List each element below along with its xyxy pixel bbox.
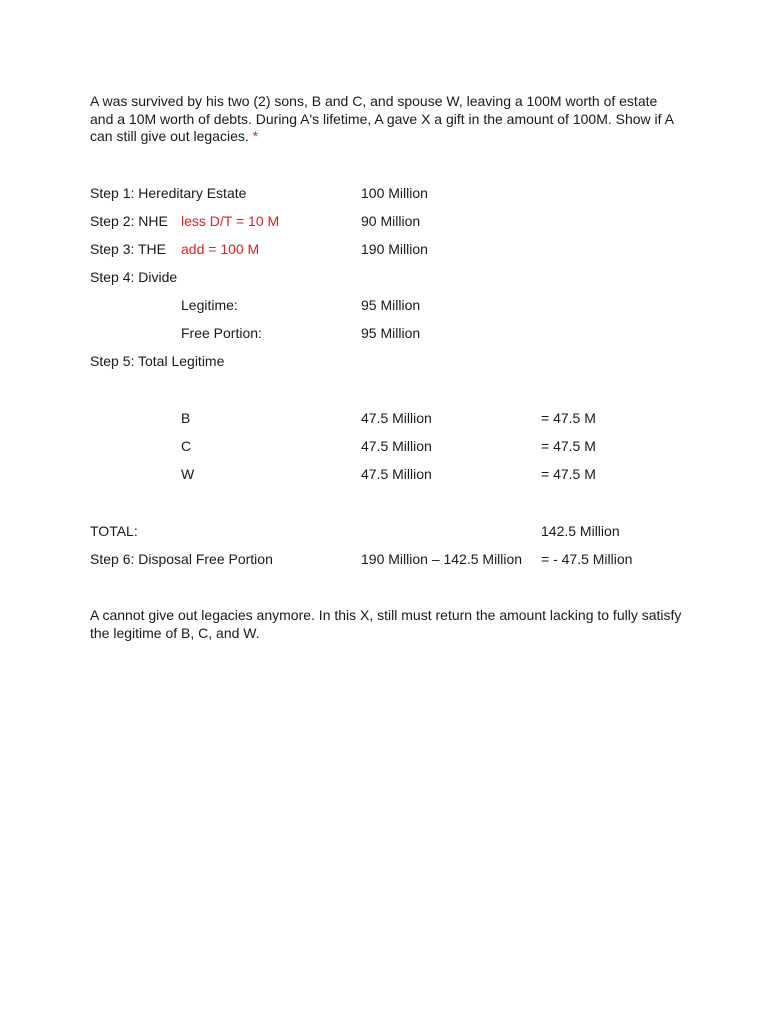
step-6-computation: 190 Million – 142.5 Million (361, 551, 523, 567)
heir-name: W (181, 466, 195, 482)
step-3-label: Step 3: THE (90, 241, 167, 257)
heir-row (90, 465, 690, 483)
step-4-row (90, 268, 690, 286)
step-1-value: 100 Million (361, 185, 428, 201)
step-3-row (90, 240, 690, 258)
step-2-label: Step 2: NHE (90, 213, 168, 229)
step-5-label: Step 5: Total Legitime (90, 353, 225, 369)
step-5-row (90, 352, 690, 370)
step-3-note: add = 100 M (181, 241, 260, 257)
free-portion-value: 95 Million (361, 325, 421, 341)
heir-row (90, 437, 690, 455)
step-6-row (90, 550, 690, 568)
step-6-result: = - 47.5 Million (541, 551, 633, 567)
heir-value: 47.5 Million (361, 466, 432, 482)
legitime-label: Legitime: (181, 297, 238, 313)
step-2-row (90, 212, 690, 230)
required-mark: * (252, 128, 259, 144)
question-body: A was survived by his two (2) sons, B and C, and spouse W, leaving a 100M worth of estate and a 10M worth of debts. During A's lifetime, A gave X a gift in the amount of 100M. Show if A can still give out legacies. (90, 93, 674, 144)
step-3-value: 190 Million (361, 241, 428, 257)
conclusion-text: A cannot give out legacies anymore. In this X, still must return the amount lacking to fully satisfy the legitime of B, C, and W. (90, 607, 682, 641)
step-2-note: less D/T = 10 M (181, 213, 280, 229)
step-2-value: 90 Million (361, 213, 421, 229)
heir-value: 47.5 Million (361, 410, 432, 426)
step-1-label: Step 1: Hereditary Estate (90, 185, 247, 201)
heir-result: = 47.5 M (541, 410, 596, 426)
heir-name: C (181, 438, 192, 454)
heir-value: 47.5 Million (361, 438, 432, 454)
heir-result: = 47.5 M (541, 438, 596, 454)
total-row (90, 522, 690, 540)
legitime-row (90, 296, 690, 314)
legitime-value: 95 Million (361, 297, 421, 313)
step-6-label: Step 6: Disposal Free Portion (90, 551, 273, 567)
heir-name: B (181, 410, 191, 426)
step-4-label: Step 4: Divide (90, 269, 178, 285)
step-1-row (90, 184, 690, 202)
total-value: 142.5 Million (541, 523, 620, 539)
total-label: TOTAL: (90, 523, 138, 539)
free-portion-row (90, 324, 690, 342)
free-portion-label: Free Portion: (181, 325, 262, 341)
heir-row (90, 409, 690, 427)
question-text (90, 93, 680, 146)
heir-result: = 47.5 M (541, 466, 596, 482)
